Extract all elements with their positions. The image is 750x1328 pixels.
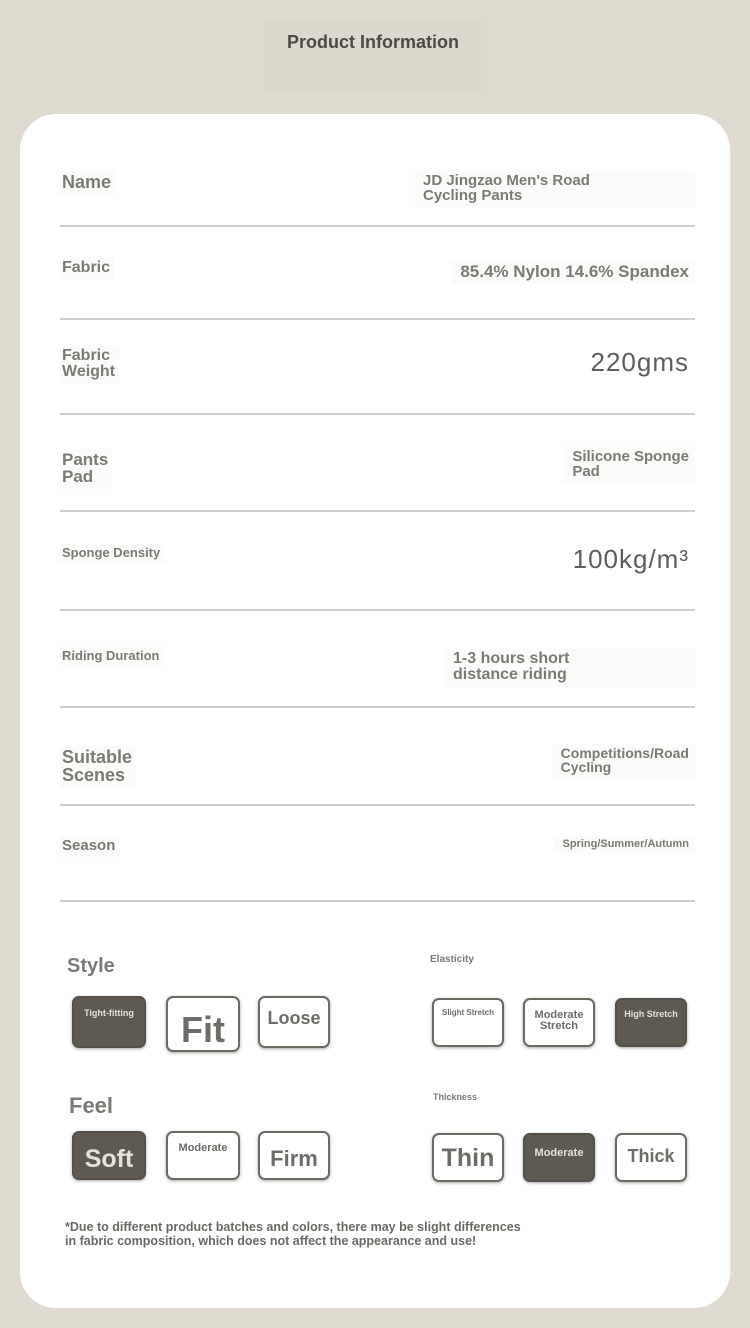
spec-row-name — [60, 161, 695, 227]
spec-value-sponge-density: 100kg/m³ — [572, 544, 689, 574]
elasticity-option-high-stretch[interactable]: High Stretch — [615, 998, 687, 1047]
spec-value-pants-pad: Silicone Sponge Pad — [564, 447, 695, 483]
elasticity-title: Elasticity — [430, 954, 474, 965]
feel-option-moderate[interactable]: Moderate — [166, 1131, 240, 1180]
style-option-fit[interactable]: Fit — [166, 996, 240, 1052]
spec-value-riding-duration: 1-3 hours short distance riding — [445, 649, 695, 687]
elasticity-option-slight-stretch[interactable]: Slight Stretch — [432, 998, 504, 1047]
spec-label-suitable-scenes: Suitable Scenes — [60, 746, 136, 788]
spec-row-sponge-density — [60, 510, 695, 611]
spec-label-season: Season — [60, 836, 119, 857]
spec-label-name: Name — [60, 171, 115, 195]
spec-value-season: Spring/Summer/Autumn — [554, 837, 695, 854]
spec-row-suitable-scenes — [60, 706, 695, 806]
spec-label-pants-pad: Pants Pad — [60, 449, 112, 489]
feel-option-firm[interactable]: Firm — [258, 1131, 330, 1180]
product-info-card — [20, 114, 730, 1308]
spec-row-pants-pad — [60, 413, 695, 512]
thickness-option-thick[interactable]: Thick — [615, 1133, 687, 1182]
elasticity-option-moderate-stretch[interactable]: Moderate Stretch — [523, 998, 595, 1047]
thickness-option-moderate[interactable]: Moderate — [523, 1133, 595, 1182]
thickness-title: Thickness — [433, 1092, 478, 1102]
spec-value-suitable-scenes: Competitions/Road Cycling — [553, 744, 695, 778]
style-option-tight-fitting[interactable]: Tight-fitting — [72, 996, 146, 1048]
style-option-loose[interactable]: Loose — [258, 996, 330, 1048]
style-title: Style — [67, 955, 115, 977]
spec-label-riding-duration: Riding Duration — [60, 647, 164, 666]
spec-value-fabric: 85.4% Nylon 14.6% Spandex — [452, 261, 695, 284]
spec-label-sponge-density: Sponge Density — [60, 544, 164, 563]
page-title: Product Information — [287, 32, 459, 52]
spec-label-fabric-weight: Fabric Weight — [60, 346, 119, 384]
thickness-option-thin[interactable]: Thin — [432, 1133, 504, 1182]
spec-row-fabric — [60, 225, 695, 320]
spec-label-fabric: Fabric — [60, 258, 114, 280]
spec-value-fabric-weight: 220gms — [590, 347, 689, 377]
spec-row-fabric-weight — [60, 318, 695, 415]
spec-row-riding-duration — [60, 609, 695, 708]
header-banner — [265, 18, 481, 90]
feel-option-soft[interactable]: Soft — [72, 1131, 146, 1180]
feel-title: Feel — [69, 1093, 114, 1118]
disclaimer-note: *Due to different product batches and colors, there may be slight differences in fabric composition, which does not affect the appearance and use! — [65, 1220, 521, 1248]
spec-row-season — [60, 804, 695, 902]
spec-value-name: JD Jingzao Men's Road Cycling Pants — [415, 171, 695, 207]
